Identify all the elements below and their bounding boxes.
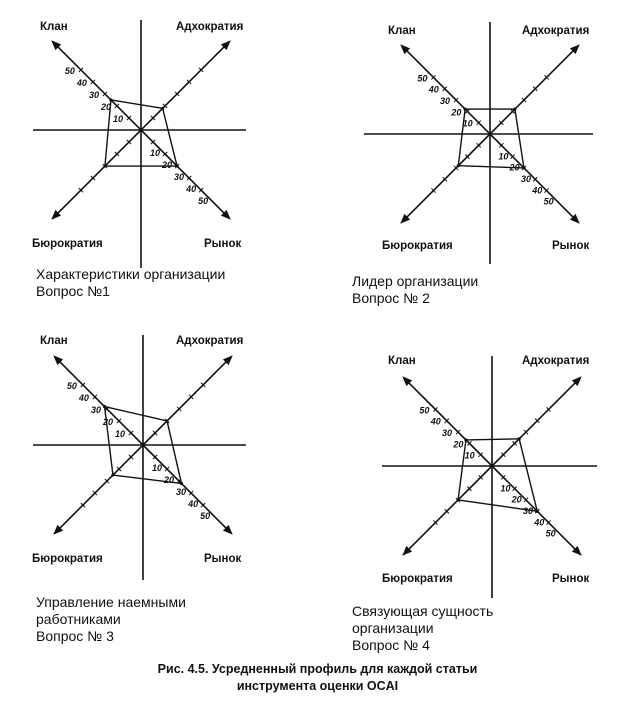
chart-title-4-line3: Вопрос № 4 [352, 637, 430, 653]
chart-1-label-bureaucracy: Бюрократия [32, 238, 103, 250]
chart-4-label-bureaucracy: Бюрократия [382, 573, 453, 585]
chart-1-profile-point-adhocracy [161, 107, 164, 110]
chart-1-profile-point-clan [109, 98, 112, 101]
chart-3-label-bureaucracy: Бюрократия [32, 553, 103, 565]
chart-4-clan-arrow [404, 378, 492, 466]
chart-3-label-adhocracy: Адхократия [176, 335, 244, 347]
chart-3-profile-point-adhocracy [165, 419, 168, 422]
chart-title-3-line1: Управление наемными [36, 594, 186, 610]
chart-4-label-clan: Клан [388, 355, 416, 367]
chart-3-profile-point-market [180, 482, 183, 485]
chart-1-clan-tick-label-30: 30 [88, 89, 99, 100]
chart-1-clan-tick-label-40: 40 [76, 77, 87, 88]
chart-2-label-clan: Клан [388, 25, 416, 37]
chart-3-market-tick-label-10: 10 [152, 463, 163, 474]
chart-1-market-tick-label-40: 40 [186, 184, 197, 195]
chart-4-clan-tick-label-10: 10 [464, 450, 475, 461]
chart-1-profile-point-market [175, 164, 178, 167]
chart-3-market-tick-label-50: 50 [200, 511, 211, 522]
chart-2-market-tick-label-10: 10 [498, 151, 509, 162]
chart-title-3-line2: работниками [36, 611, 121, 627]
chart-title-2-line1: Лидер организации [352, 273, 479, 289]
chart-2-profile-point-clan [464, 108, 467, 111]
chart-3-market-arrow [143, 445, 231, 533]
chart-1-market-tick-label-10: 10 [150, 148, 161, 159]
chart-1-profile-point-bureaucracy [103, 164, 106, 167]
chart-3-label-market: Рынок [204, 553, 242, 565]
chart-2-market-tick-label-20: 20 [509, 162, 520, 173]
figure-caption-line1: Рис. 4.5. Усредненный профиль для каждой статьи [157, 662, 478, 676]
chart-2-market-tick-label-50: 50 [543, 196, 554, 207]
chart-title-3-line3: Вопрос № 3 [36, 628, 114, 644]
chart-4-market-tick-label-50: 50 [545, 528, 556, 539]
chart-3-market-tick-label-30: 30 [176, 487, 187, 498]
chart-1-label-market: Рынок [204, 238, 242, 250]
chart-4-clan-tick-label-40: 40 [430, 416, 441, 427]
chart-1-bureaucracy-arrow [53, 130, 141, 218]
chart-4-bureaucracy-arrow [404, 466, 492, 554]
chart-1-market-tick-label-20: 20 [162, 160, 173, 171]
chart-3-market-tick-label-40: 40 [188, 499, 199, 510]
chart-1-adhocracy-arrow [141, 42, 229, 130]
chart-2-clan-tick-label-40: 40 [428, 84, 439, 95]
chart-4-market-tick-label-20: 20 [511, 494, 522, 505]
chart-2-adhocracy-arrow [490, 46, 578, 134]
chart-3-clan-tick-label-50: 50 [66, 380, 77, 391]
chart-title-1-line1: Характеристики организации [36, 266, 226, 282]
chart-2-clan-tick-label-30: 30 [440, 96, 451, 107]
chart-title-4 [352, 603, 493, 654]
chart-3-clan-tick-label-10: 10 [114, 428, 125, 439]
chart-4-profile-point-bureaucracy [456, 498, 459, 501]
chart-1-label-clan: Клан [40, 21, 68, 33]
chart-1-label-adhocracy: Адхократия [176, 21, 244, 33]
chart-4-market-tick-label-30: 30 [522, 505, 533, 516]
chart-2-label-bureaucracy: Бюрократия [382, 240, 453, 252]
chart-1-market-tick-label-30: 30 [174, 172, 185, 183]
chart-4-label-adhocracy: Адхократия [522, 355, 590, 367]
chart-4-label-market: Рынок [552, 573, 590, 585]
figure-caption [0, 661, 635, 695]
chart-4-clan-tick-label-50: 50 [419, 405, 430, 416]
chart-2-market-arrow [490, 134, 578, 222]
chart-title-1-line2: Вопрос №1 [36, 283, 110, 299]
chart-2-market-tick-label-40: 40 [532, 185, 543, 196]
chart-1-market-arrow [141, 130, 229, 218]
chart-3-clan-arrow [55, 357, 143, 445]
chart-2-label-adhocracy: Адхократия [522, 25, 590, 37]
chart-4-profile-point-adhocracy [518, 437, 521, 440]
chart-title-1 [36, 266, 225, 300]
chart-4-profile-point-clan [464, 438, 467, 441]
chart-3-bureaucracy-arrow [55, 445, 143, 533]
chart-3-adhocracy-arrow [143, 357, 231, 445]
chart-2-clan-arrow [402, 46, 490, 134]
chart-4-market-tick-label-10: 10 [500, 483, 511, 494]
chart-2-market-tick-label-30: 30 [520, 173, 531, 184]
chart-2-profile-point-market [522, 166, 525, 169]
chart-2-label-market: Рынок [552, 240, 590, 252]
chart-1-clan-tick-label-10: 10 [112, 113, 123, 124]
chart-3-clan-tick-label-20: 20 [102, 416, 113, 427]
chart-2-clan-tick-label-50: 50 [417, 73, 428, 84]
chart-2-bureaucracy-arrow [402, 134, 490, 222]
chart-4-adhocracy-arrow [492, 378, 580, 466]
chart-4-clan-tick-label-30: 30 [442, 428, 453, 439]
chart-title-3 [36, 594, 186, 645]
figure-caption-line2: инструмента оценки OCAI [236, 679, 399, 693]
chart-1-clan-tick-label-50: 50 [64, 65, 75, 76]
chart-4-profile-point-market [536, 510, 539, 513]
chart-title-4-line1: Связующая сущность [352, 603, 494, 619]
chart-3-profile-point-bureaucracy [111, 473, 114, 476]
chart-1-clan-tick-label-20: 20 [100, 101, 111, 112]
chart-3-profile-point-clan [103, 405, 106, 408]
chart-2-profile-point-adhocracy [513, 108, 516, 111]
chart-2-profile-point-bureaucracy [457, 164, 460, 167]
chart-title-4-line2: организации [352, 620, 434, 636]
chart-3-market-tick-label-20: 20 [164, 475, 175, 486]
chart-3-clan-tick-label-30: 30 [90, 404, 101, 415]
chart-2-clan-tick-label-20: 20 [451, 107, 462, 118]
chart-title-2 [352, 273, 478, 307]
chart-4-market-tick-label-40: 40 [534, 517, 545, 528]
chart-3-clan-tick-label-40: 40 [78, 392, 89, 403]
chart-title-2-line2: Вопрос № 2 [352, 290, 430, 306]
chart-2-clan-tick-label-10: 10 [462, 118, 473, 129]
chart-1-market-tick-label-50: 50 [198, 196, 209, 207]
chart-4-clan-tick-label-20: 20 [453, 439, 464, 450]
chart-3-label-clan: Клан [40, 335, 68, 347]
chart-1-clan-arrow [53, 42, 141, 130]
